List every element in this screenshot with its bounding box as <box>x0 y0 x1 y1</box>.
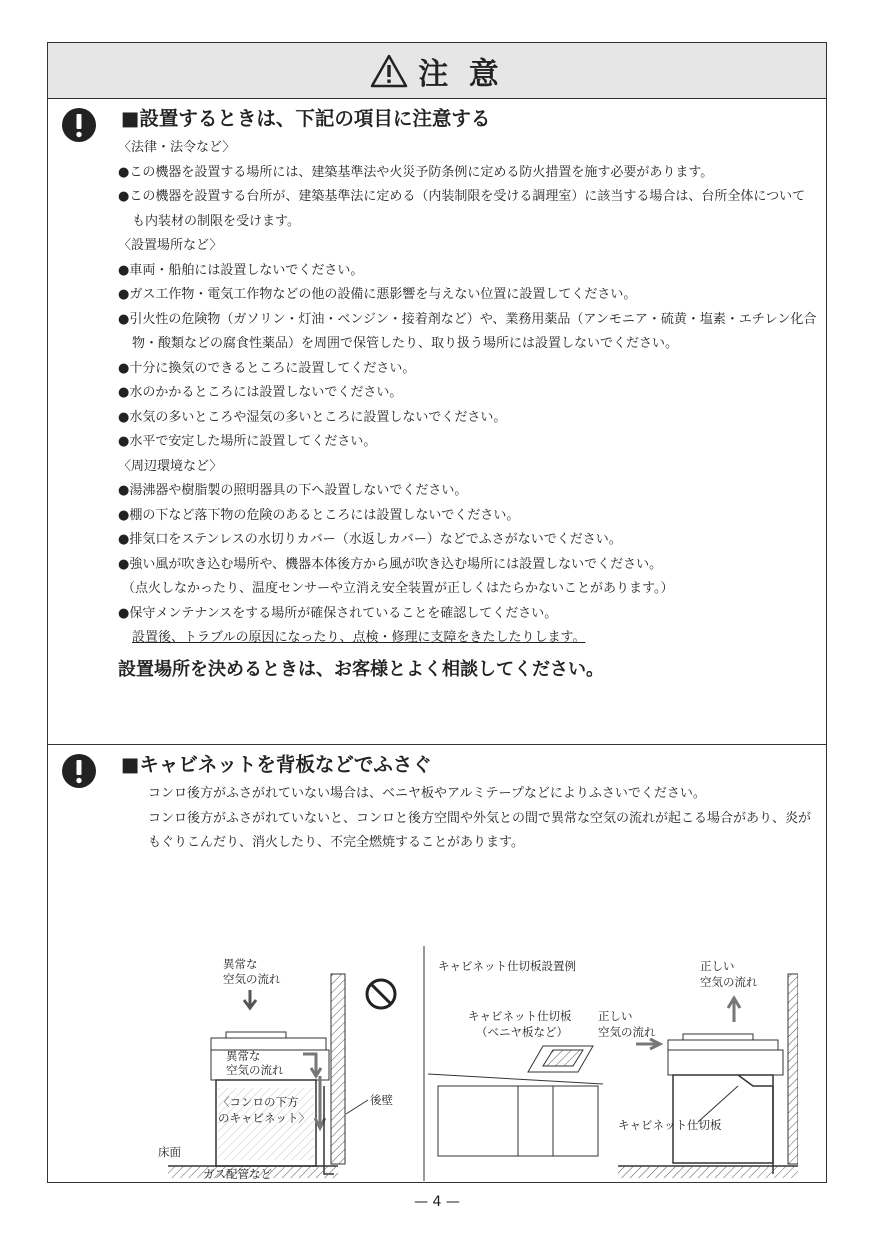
caution-frame <box>47 42 827 1183</box>
back-wall <box>331 974 345 1164</box>
figure-incorrect <box>158 957 395 1181</box>
warning-triangle-icon <box>370 54 408 88</box>
label-abnormal-flow-1: 異常な <box>223 957 258 971</box>
label-floor: 床面 <box>158 1145 181 1159</box>
mandatory-icon <box>62 754 96 788</box>
page-number: — 4 — <box>414 1194 460 1210</box>
cabinet-body <box>148 782 818 856</box>
list-item: ●水気の多いところや湿気の多いところに設置しないでください。 <box>118 409 507 425</box>
caution-header <box>48 43 826 99</box>
up-arrow-icon <box>728 998 740 1022</box>
label-abnormal-inner-1: 異常な <box>226 1049 261 1063</box>
install-notes-title: ■設置するときは、下記の項目に注意する <box>121 107 491 130</box>
label-board-1: キャビネット仕切板 <box>468 1009 572 1023</box>
list-item: ●この機器を設置する台所が、建築基準法に定める（内装制限を受ける調理室）に該当する場合は、台所全体についても内装材の制限を受けます。 <box>118 189 806 229</box>
label-back-wall: 後壁 <box>370 1093 393 1107</box>
install-notes-body <box>118 136 818 683</box>
label-cabinet-1: 〈コンロの下方 <box>218 1095 299 1109</box>
maintenance-note: 設置後、トラブルの原因になったり、点検・修理に支障をきたしたりします。 <box>132 630 586 645</box>
back-wall-right <box>788 974 798 1164</box>
label-gas-pipe: ガス配管など <box>203 1167 272 1181</box>
cabinet-paragraph-1: コンロ後方がふさがれていない場合は、ベニヤ板やアルミテープなどによりふさいでください。 <box>148 786 706 801</box>
label-abnormal-flow-2: 空気の流れ <box>223 972 281 986</box>
list-item: ●排気口をステンレスの水切りカバー（水返しカバー）などでふさがないでください。 <box>118 532 622 547</box>
list-item: ●湯沸器や樹脂製の照明器具の下へ設置しないでください。 <box>118 483 468 498</box>
list-item: ●ガス工作物・電気工作物などの他の設備に悪影響を与えない位置に設置してください。 <box>118 287 637 302</box>
conclusion-text: 設置場所を決めるときは、お客様とよく相談してください。 <box>118 658 604 680</box>
figure-right-title: キャビネット仕切板設置例 <box>438 959 576 973</box>
label-correct-1: 正しい <box>598 1009 633 1023</box>
prohibition-icon <box>367 980 395 1008</box>
label-abnormal-inner-2: 空気の流れ <box>226 1063 284 1077</box>
cabinet-title: ■キャビネットを背板などでふさぐ <box>121 753 432 776</box>
list-item: ●強い風が吹き込む場所や、機器本体後方から風が吹き込む場所には設置しないでください。 <box>118 556 663 572</box>
cabinet-section <box>48 746 826 1182</box>
list-item: ●保守メンテナンスをする場所が確保されていることを確認してください。 <box>118 605 558 621</box>
label-correct-top-1: 正しい <box>700 959 735 973</box>
list-item: ●十分に換気のできるところに設置してください。 <box>118 360 416 376</box>
caution-title: 注 意 <box>418 56 504 92</box>
stove-top-right <box>668 1040 778 1050</box>
list-item: ●水のかかるところには設置しないでください。 <box>118 385 403 400</box>
figure-correct <box>428 959 798 1178</box>
installation-figure <box>98 946 798 1181</box>
list-item: ●この機器を設置する場所には、建築基準法や火災予防条例に定める防火措置を施す必要があります。 <box>118 164 714 180</box>
list-item: ●水平で安定した場所に設置してください。 <box>118 434 377 449</box>
mandatory-icon <box>62 108 96 142</box>
label-correct-2: 空気の流れ <box>598 1025 656 1039</box>
label-cabinet-2: のキャビネット〉 <box>218 1111 310 1125</box>
down-arrow-icon <box>244 990 256 1008</box>
category-environment: 〈周辺環境など〉 <box>118 458 223 474</box>
right-arrow-icon <box>636 1039 660 1049</box>
list-item: ●車両・船舶には設置しないでください。 <box>118 262 364 278</box>
list-item: ●引火性の危険物（ガソリン・灯油・ベンジン・接着剤など）や、業務用薬品（アンモニア・硫黄・塩素・エチレン化合物・酸類などの腐食性薬品）を周囲で保管したり、取り扱う場所には設置しないでください。 <box>118 311 817 351</box>
install-notes-section <box>48 100 826 745</box>
list-note: （点火しなかったり、温度センサーや立消え安全装置が正しくはたらかないことがあります。） <box>122 581 674 596</box>
label-board-bottom: キャビネット仕切板 <box>618 1118 722 1132</box>
category-law: 〈法律・法令など〉 <box>118 140 236 155</box>
label-correct-top-2: 空気の流れ <box>700 975 758 989</box>
category-place: 〈設置場所など〉 <box>118 238 223 253</box>
cabinet-paragraph-2: コンロ後方がふさがれていないと、コンロと後方空間や外気との間で異常な空気の流れが起こる場合があり、炎がもぐりこんだり、消火したり、不完全燃焼することがあります。 <box>148 810 812 850</box>
list-item: ●棚の下など落下物の危険のあるところには設置しないでください。 <box>118 507 520 523</box>
label-board-2: （ベニヤ板など） <box>476 1025 568 1039</box>
